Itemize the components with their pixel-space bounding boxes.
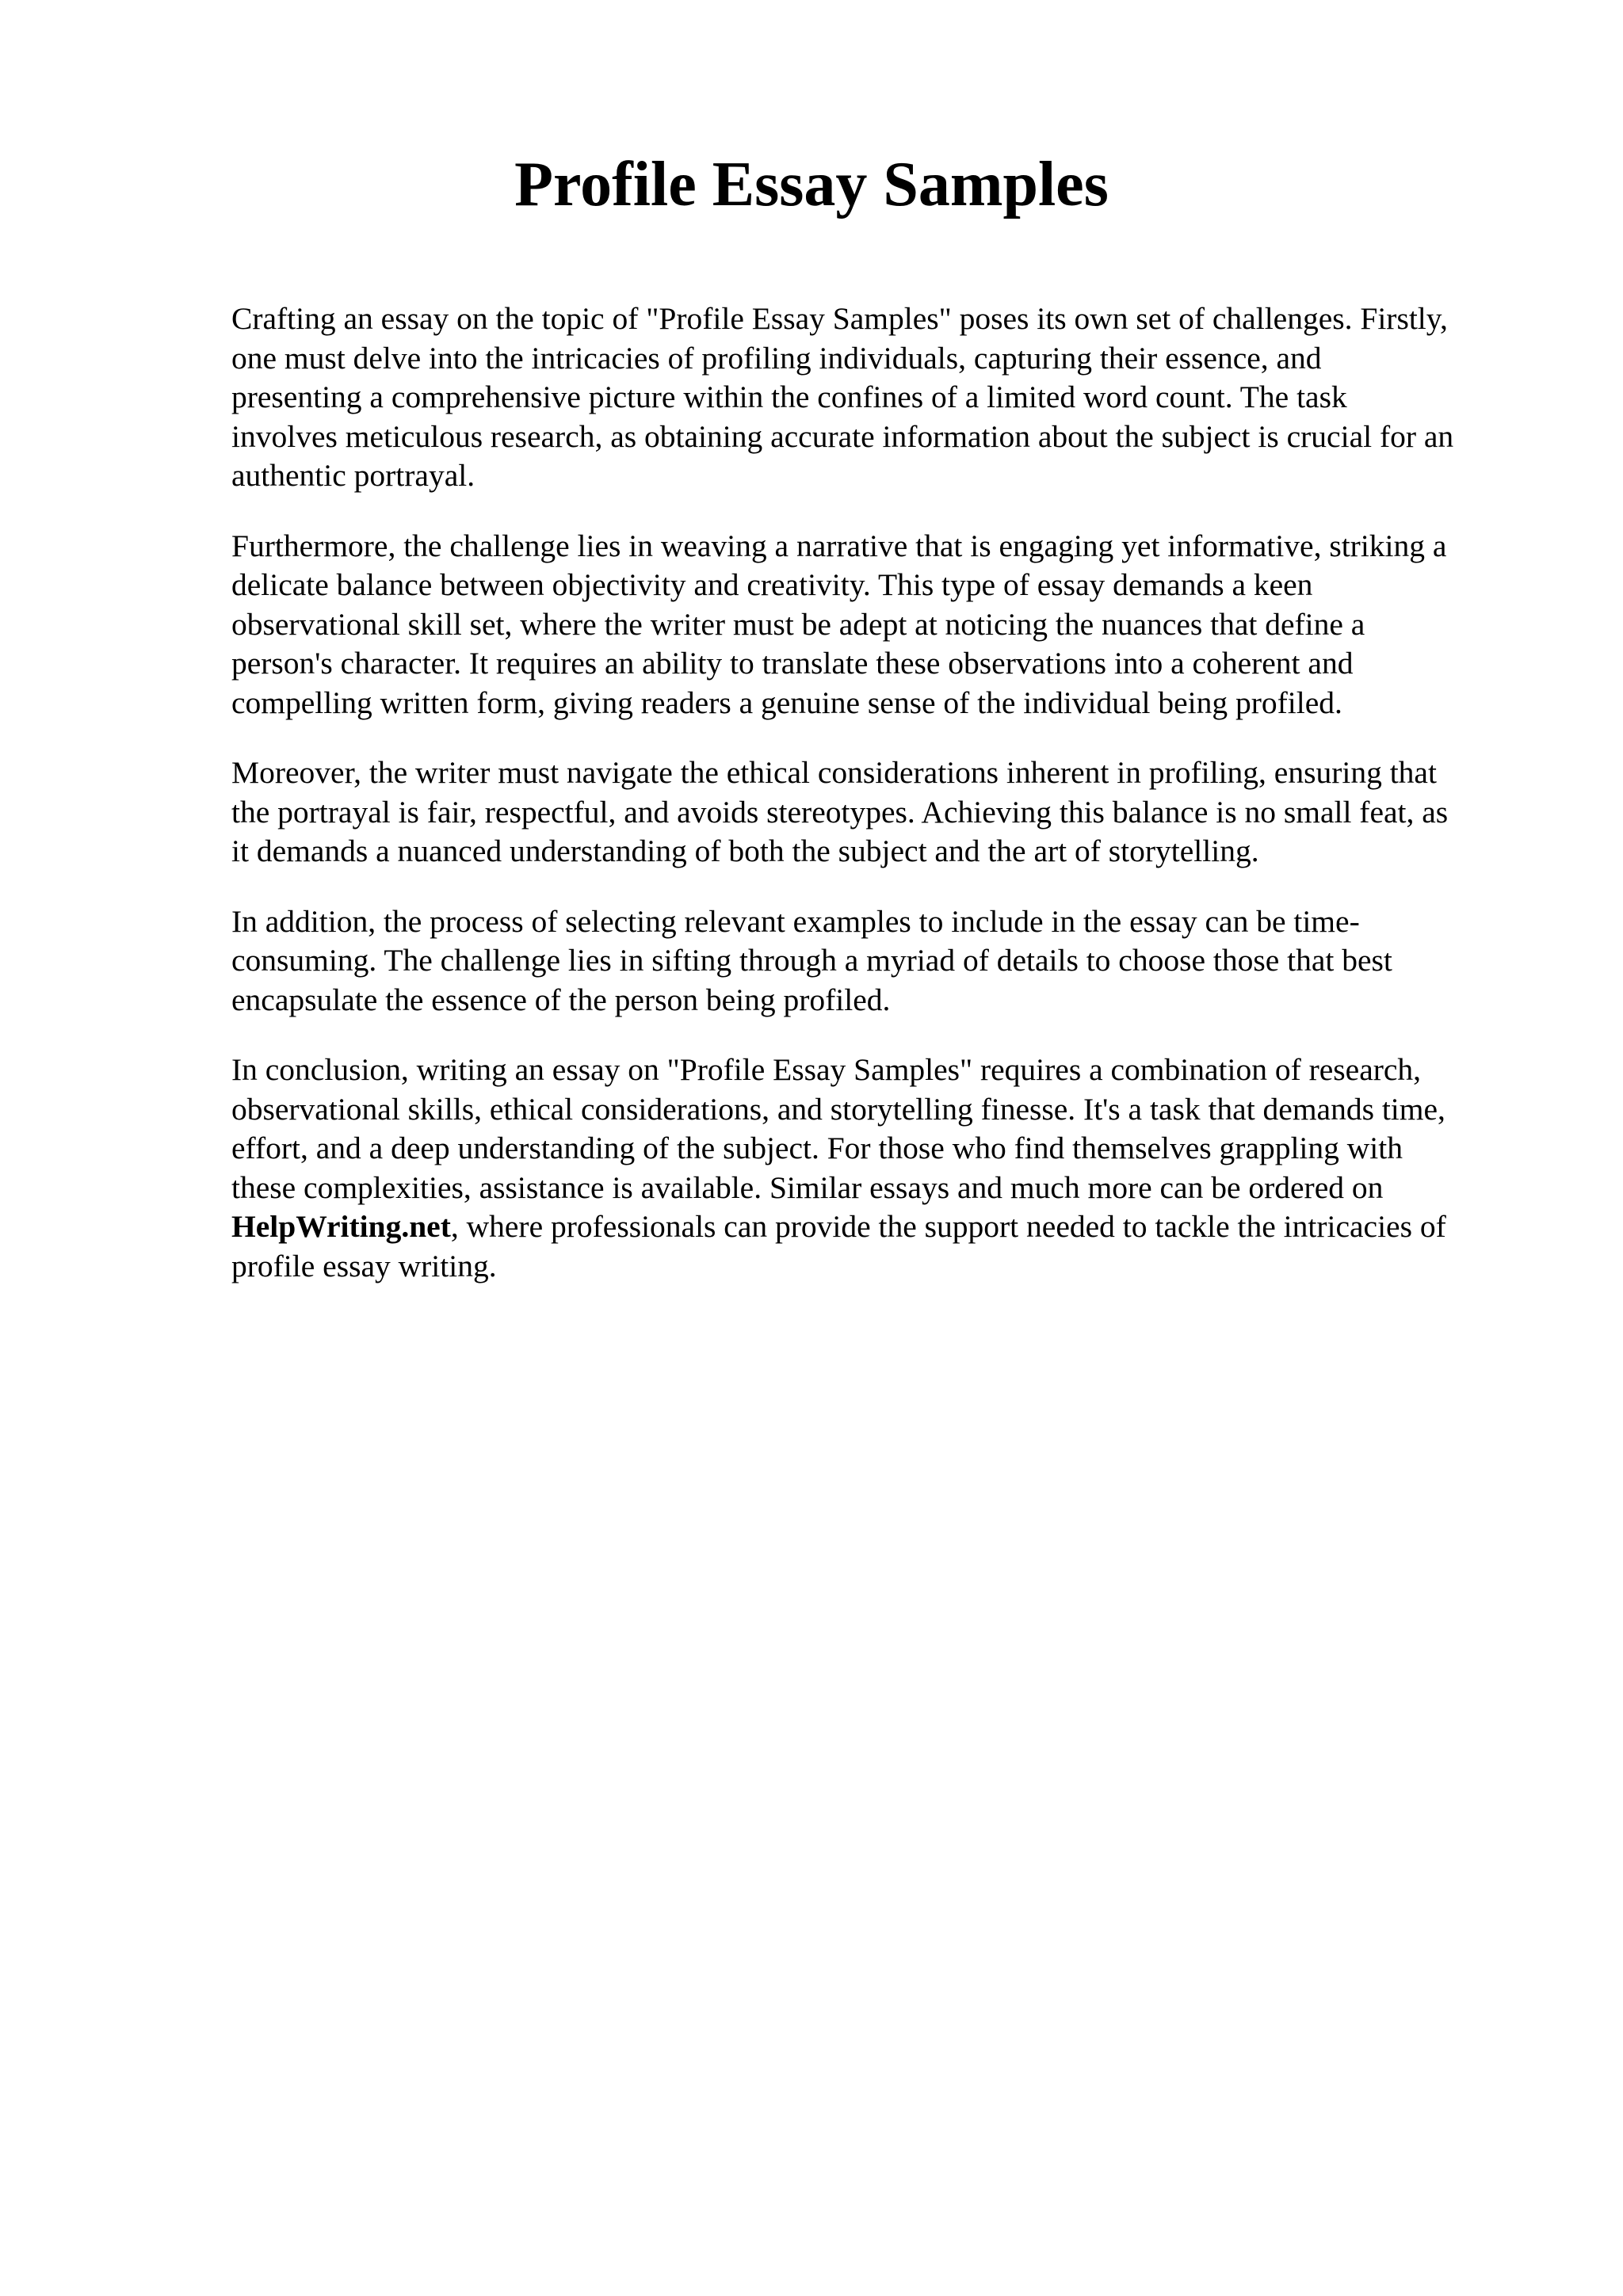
paragraph-5 [231,1051,1531,1286]
text-line: Furthermore, the challenge lies in weaving a narrative that is engaging yet informative, striking a [231,528,1447,563]
page-title: Profile Essay Samples [514,150,1109,219]
paragraph-3 [231,753,1531,871]
text-line: effort, and a deep understanding of the subject. For those who find themselves grappling with [231,1131,1403,1165]
brand-line-text: , where professionals can provide the support needed to tackle the intricacies of [450,1209,1446,1244]
text-line: the portrayal is fair, respectful, and avoids stereotypes. Achieving this balance is no small feat, as [231,794,1449,830]
text-line: these complexities, assistance is available. Similar essays and much more can be ordered on [231,1169,1384,1205]
text-line: person's character. It requires an ability to translate these observations into a coherent and [231,646,1354,681]
text-line: it demands a nuanced understanding of both the subject and the art of storytelling. [231,833,1259,868]
text-line: authentic portrayal. [231,458,475,493]
text-line: profile essay writing. [231,1248,497,1283]
text-line: encapsulate the essence of the person being profiled. [231,982,891,1017]
text-line: consuming. The challenge lies in sifting through a myriad of details to choose those that best [231,943,1392,978]
text-line: compelling written form, giving readers a genuine sense of the individual being profiled. [231,685,1342,720]
text-line: In addition, the process of selecting relevant examples to include in the essay can be time- [231,903,1360,939]
text-line: one must delve into the intricacies of profiling individuals, capturing their essence, and [231,340,1322,376]
brand-name: HelpWriting.net [231,1209,451,1244]
text-line: observational skill set, where the writer must be adept at noticing the nuances that define a [231,606,1365,642]
text-line: Moreover, the writer must navigate the ethical considerations inherent in profiling, ensuring that [231,755,1437,790]
text-line: involves meticulous research, as obtaining accurate information about the subject is crucial for an [231,418,1454,454]
text-line: observational skills, ethical considerations, and storytelling finesse. It's a task that demands time, [231,1091,1445,1127]
essay-body [231,299,1531,1317]
text-line-with-brand [231,1207,1531,1247]
paragraph-2 [231,527,1531,723]
text-line: delicate balance between objectivity and creativity. This type of essay demands a keen [231,567,1313,602]
text-line: Crafting an essay on the topic of "Profile Essay Samples" poses its own set of challenges. Firstly, [231,301,1448,336]
paragraph-1 [231,299,1531,496]
text-line: presenting a comprehensive picture within the confines of a limited word count. The task [231,379,1347,414]
text-line: In conclusion, writing an essay on "Profile Essay Samples" requires a combination of research, [231,1052,1422,1087]
paragraph-4 [231,902,1531,1020]
